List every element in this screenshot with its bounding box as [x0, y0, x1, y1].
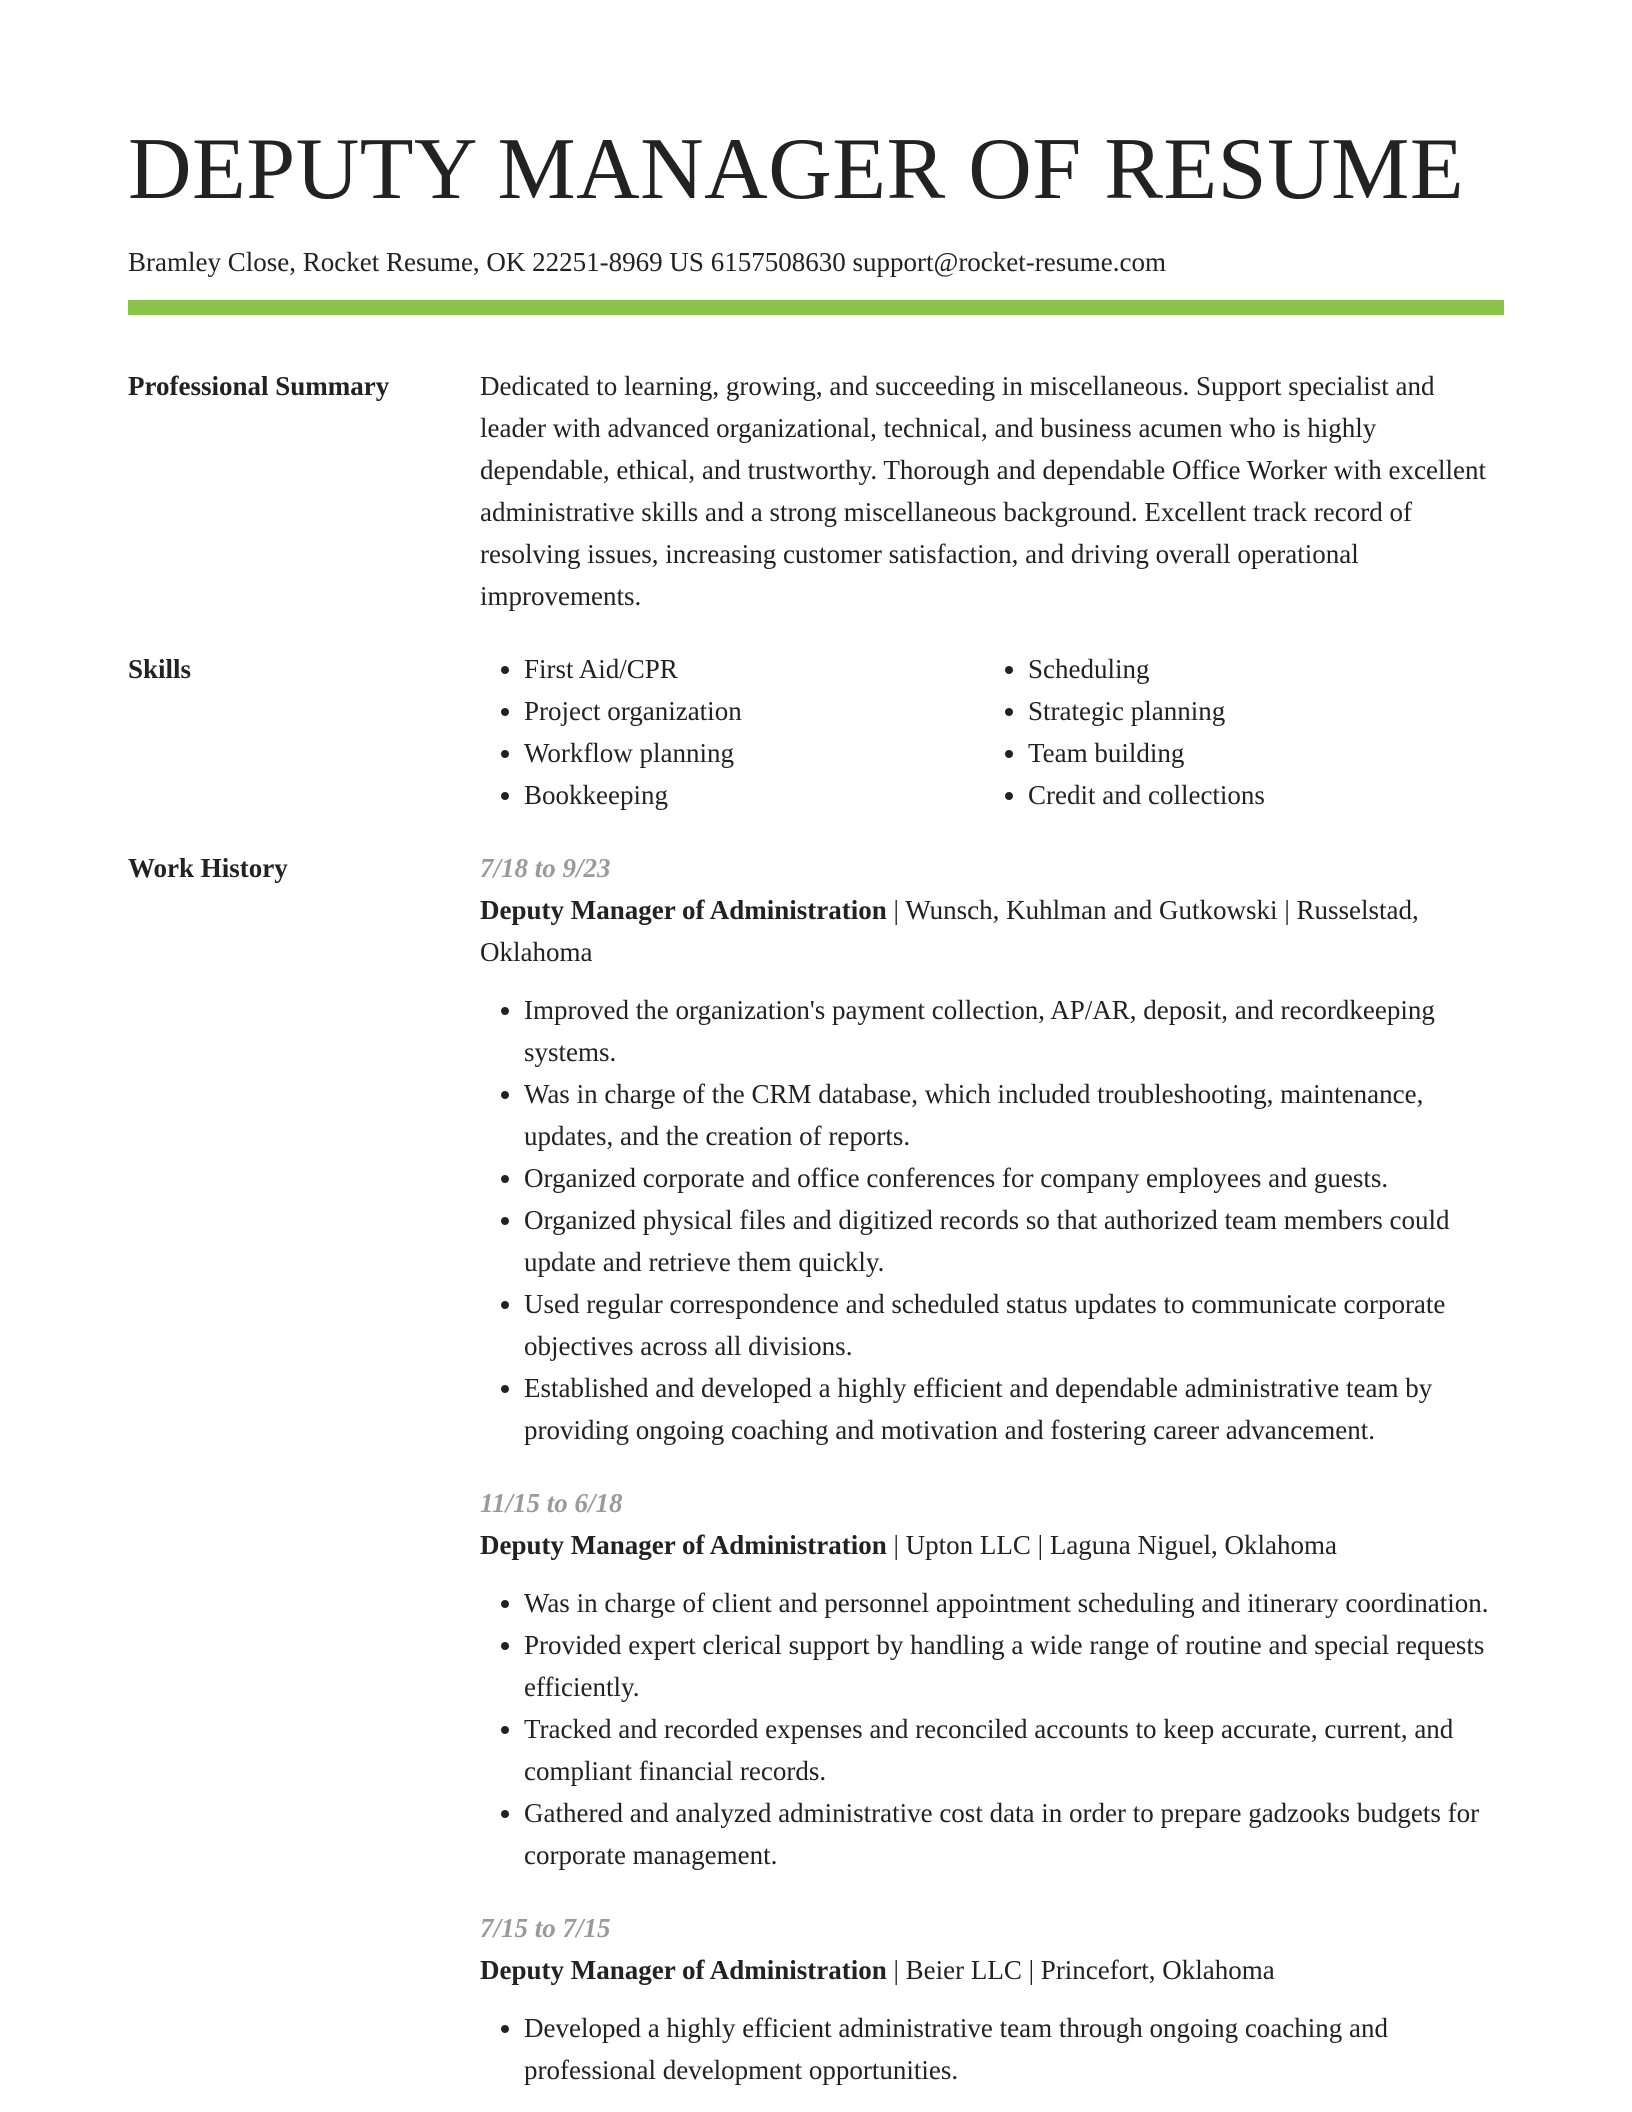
job-title: Deputy Manager of Administration: [480, 1530, 887, 1560]
list-item: • Tracked and recorded expenses and reconciled accounts to keep accurate, current, and compliant financial records.: [524, 1708, 1504, 1792]
job-company: | Upton LLC: [887, 1530, 1031, 1560]
skill-item: • Workflow planning: [524, 732, 984, 774]
job-dates: 7/18 to 9/23: [480, 853, 611, 883]
header-divider: [128, 300, 1504, 315]
job-company: | Wunsch, Kuhlman and Gutkowski: [887, 895, 1278, 925]
job-location: | Princefort, Oklahoma: [1022, 1955, 1275, 1985]
candidate-name: DEPUTY MANAGER OF RESUME: [128, 121, 1465, 218]
job-entry: [480, 1907, 1504, 2091]
skills-column-right: [984, 648, 1448, 816]
skills-section: [128, 648, 1504, 816]
list-item: • Gathered and analyzed administrative cost data in order to prepare gadzooks budgets for corporate management.: [524, 1792, 1504, 1876]
job-entry: [480, 847, 1504, 1451]
contact-phone: 6157508630: [710, 247, 846, 277]
job-location: | Russelstad, Oklahoma: [480, 895, 1419, 967]
job-bullets: [480, 2007, 1504, 2091]
skill-item: • Credit and collections: [1028, 774, 1448, 816]
list-item: • Developed a highly efficient administrative team through ongoing coaching and professional development opportunities.: [524, 2007, 1504, 2091]
skill-item: • Team building: [1028, 732, 1448, 774]
list-item: • Provided expert clerical support by handling a wide range of routine and special requests efficiently.: [524, 1624, 1504, 1708]
skill-item: • Scheduling: [1028, 648, 1448, 690]
job-heading: [480, 1524, 1504, 1566]
job-entry: [480, 1482, 1504, 1876]
job-bullets: [480, 989, 1504, 1451]
work-history-heading: Work History: [128, 853, 288, 883]
job-company: | Beier LLC: [887, 1955, 1022, 1985]
job-heading: [480, 1949, 1504, 1991]
list-item: • Used regular correspondence and scheduled status updates to communicate corporate objectives across all divisions.: [524, 1283, 1504, 1367]
skills-heading: Skills: [128, 654, 192, 684]
skill-item: • Bookkeeping: [524, 774, 984, 816]
contact-line: [128, 246, 1504, 278]
contact-address: Bramley Close, Rocket Resume, OK 22251-8969 US: [128, 247, 704, 277]
summary-heading: Professional Summary: [128, 371, 390, 401]
work-history-section: [128, 847, 1504, 2091]
skill-item: • Strategic planning: [1028, 690, 1448, 732]
skills-list: [480, 648, 1504, 816]
job-title: Deputy Manager of Administration: [480, 1955, 887, 1985]
skill-item: • Project organization: [524, 690, 984, 732]
skill-item: • First Aid/CPR: [524, 648, 984, 690]
list-item: • Was in charge of client and personnel appointment scheduling and itinerary coordination.: [524, 1582, 1504, 1624]
job-heading: [480, 889, 1504, 973]
job-dates: 7/15 to 7/15: [480, 1913, 611, 1943]
job-dates: 11/15 to 6/18: [480, 1488, 623, 1518]
summary-section: [128, 365, 1504, 617]
list-item: • Was in charge of the CRM database, which included troubleshooting, maintenance, updates, and the creation of reports.: [524, 1073, 1504, 1157]
list-item: • Established and developed a highly efficient and dependable administrative team by providing ongoing coaching and motivation and fostering career advancement.: [524, 1367, 1504, 1451]
job-title: Deputy Manager of Administration: [480, 895, 887, 925]
resume-page: [128, 0, 1504, 2091]
list-item: • Organized corporate and office conferences for company employees and guests.: [524, 1157, 1504, 1199]
summary-text: Dedicated to learning, growing, and succeeding in miscellaneous. Support specialist and leader with advanced organizational, technical, and business acumen who is highly dependable, ethical, and trustworthy. Thorough and dependable Office Worker with excellent administrative skills and a strong miscellaneous background. Excellent track record of resolving issues, increasing customer satisfaction, and driving overall operational improvements.: [480, 371, 1486, 611]
list-item: • Improved the organization's payment collection, AP/AR, deposit, and recordkeeping systems.: [524, 989, 1504, 1073]
skills-column-left: [480, 648, 984, 816]
list-item: • Organized physical files and digitized records so that authorized team members could update and retrieve them quickly.: [524, 1199, 1504, 1283]
job-bullets: [480, 1582, 1504, 1876]
job-location: | Laguna Niguel, Oklahoma: [1031, 1530, 1337, 1560]
contact-email: support@rocket-resume.com: [852, 247, 1166, 277]
